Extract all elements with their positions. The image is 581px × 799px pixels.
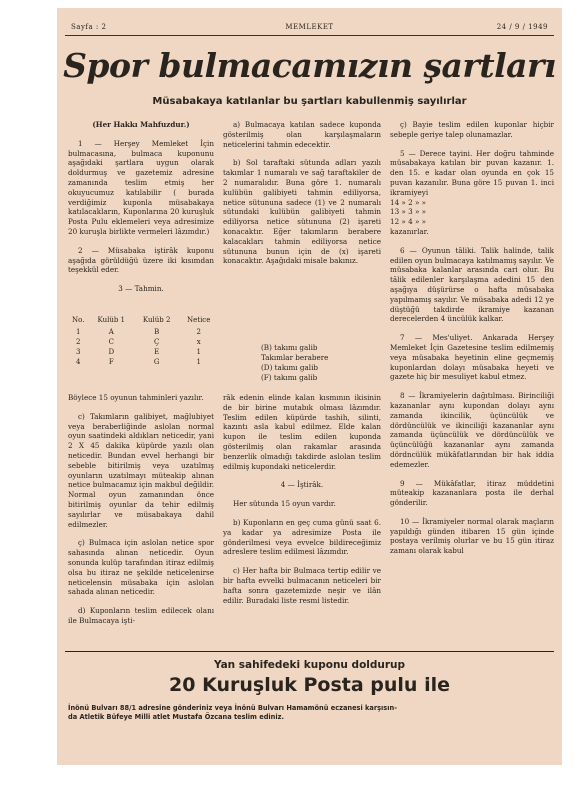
promo-address-line: da Atletik Büfeye Milli atlet Mustafa Özcana teslim ediniz. bbox=[68, 713, 284, 721]
table-header: Netice bbox=[186, 316, 211, 324]
table-header: Kulüb 2 bbox=[142, 316, 171, 324]
newspaper-page bbox=[57, 8, 562, 765]
promo-line-1: Yan sahifedeki kuponu doldurup bbox=[213, 659, 406, 671]
rule-7: 7 — Mes'uliyet. Ankarada Herşey Memleket İçin Gazetesine teslim edilmemiş veya müsabaka heyetinin eline geçmemiş kuponlardan dolayı müsabaka heyeti ve gazete hiç bir mesuliyet kabul etmez. bbox=[390, 333, 554, 382]
rule-2: 2 — Müsabaka iştirâk kuponu aşağıda görüldüğü üzere iki kısımdan teşekkül eder. bbox=[68, 245, 214, 275]
table-header-row bbox=[68, 313, 218, 327]
column-2-continued bbox=[223, 393, 381, 614]
table-cell: 3 bbox=[76, 348, 81, 356]
rule-3b: b) Sol taraftaki sütunda adları yazılı takımlar 1 numaralı ve sağ taraftakiler de 2 numaralıdır. Buna göre 1. numaralı kulübün galibiyeti tahmin ediliyorsa, netice sütununa sadece (1) ve 2 numaralı sütundaki kulübün galibiyeti tahmin ediliyorsa netice sütununa (2) işareti konacaktır. Eğer takımların berabere kalacakları tahmin ediliyorsa netice sütununa bunun için de (x) işareti konacaktır. Aşağıdaki misale bakınız. bbox=[223, 158, 381, 266]
table-cell: F bbox=[108, 358, 114, 366]
table-row bbox=[68, 357, 218, 367]
table-cell: 1 bbox=[196, 358, 201, 366]
rule-10: 10 — İkramiyeler normal olarak maçların yapıldığı günden itibaren 15 gün içinde postaya verilmiş olurlar ve bu 15 gün itiraz zamanı olarak kabul bbox=[390, 516, 554, 556]
table-header: Kulüb 1 bbox=[97, 316, 125, 324]
footer-rule bbox=[65, 651, 554, 652]
rule-4c: c) Her hafta bir Bulmaca tertip edilir ve bir hafta evvelki bulmacanın neticeleri bir hafta sonra gazetemizde neşir ve ilân edilir. Buradaki liste resmi listedir. bbox=[223, 566, 381, 605]
result-line: (D) takımı galib bbox=[261, 363, 318, 372]
rule-4b: b) Kuponların en geç cuma günü saat 6. ya kadar ya adresimize Posta ile gönderilmesi veya evvelce bildireceğimiz adreslere teslim edilmesi lâzımdır. bbox=[223, 517, 381, 557]
rule-8: 8 — İkramiyelerin dağıtılması. Birinciliği kazananlar aynı kupondan dolayı aynı zamanda ikincilik, üçüncülük ve dördüncülük ve ikinciliği kazananlar aynı zamanda üçüncülük ve dördüncülük ve üçüncülüğü kazananlar aynı zamanda dördncülük mükâfatlarından bir hak iddia edemezler. bbox=[390, 391, 554, 469]
rule-3cc: ç) Bulmaca için aslolan netice spor sahasında alınan neticedir. Oyun sonunda kulüp tarafından itiraz edilmiş olsa bu itiraz ne şekilde neticelenirse neticelensin müsabaka için aslolan sahada alınan neticedir. bbox=[68, 538, 214, 597]
column-3 bbox=[390, 120, 554, 565]
table-cell: D bbox=[108, 348, 115, 356]
table-row bbox=[68, 327, 218, 337]
paragraph: Her sütunda 15 oyun vardır. bbox=[233, 499, 336, 509]
table-cell: 2 bbox=[76, 338, 81, 346]
table-cell: E bbox=[154, 348, 160, 356]
paragraph: Böylece 15 oyunun tahminleri yazılır. bbox=[68, 393, 204, 402]
promo-line-2: 20 Kuruşluk Posta pulu ile bbox=[169, 674, 450, 696]
table-header: No. bbox=[72, 316, 85, 324]
rule-3a: a) Bulmacaya katılan sadece kuponda gösterilmiş olan karşılaşmaların neticelerini tahmin edecektir. bbox=[223, 120, 381, 149]
table-cell: G bbox=[153, 358, 160, 366]
table-cell: 1 bbox=[196, 348, 201, 356]
prize-line: 12 » 4 » » bbox=[390, 217, 427, 227]
table-row bbox=[68, 337, 218, 347]
rule-9: 9 — Mükâfatlar, itiraz müddetini müteakip kazananlara posta ile derhal gönderilir. bbox=[390, 478, 554, 508]
result-line: (F) takımı galib bbox=[261, 373, 318, 382]
table-cell: Ç bbox=[153, 338, 160, 346]
issue-date: 24 / 9 / 1949 bbox=[496, 23, 548, 31]
column-1-continued bbox=[68, 393, 214, 635]
rule-1: 1 — Herşey Memleket İçin bulmacasına, bulmaca kuponunu aşağıdaki şartlara uygun olarak doldurmuş ve gazetemiz adresine zamanında teslim etmiş her okuyucumuz katılabilir ( burada verdiğimiz kuponla müsabakaya katılacakların, Kuponlarına 20 kuruşluk Posta Pulu eklemeleri veya adresimize 20 kuruşla birlikte vermeleri lâzımdır.) bbox=[68, 138, 214, 236]
table-cell: C bbox=[108, 338, 114, 346]
result-line: (B) takımı galib bbox=[261, 343, 318, 352]
table-row bbox=[68, 347, 218, 357]
rule-3-heading: 3 — Tahmin. bbox=[118, 284, 164, 294]
table-cell: 1 bbox=[76, 328, 81, 336]
newspaper-name: MEMLEKET bbox=[285, 23, 334, 31]
example-results bbox=[261, 343, 328, 383]
page-title: Spor bulmacamızın şartları bbox=[63, 46, 556, 85]
copyright-note: (Her Hakkı Mahfuzdur.) bbox=[92, 120, 190, 129]
rule-5: 5 — Derece tayini. Her doğru tahminde müsabakaya katılan bir puvan kazanır. 1. den 15. e kadar olan oyunda en çok 15 puvan kazanılır. Buna göre 15 puvan 1. inci ikramiyeyi bbox=[390, 148, 554, 197]
column-1 bbox=[68, 120, 214, 303]
table-cell: A bbox=[108, 328, 114, 336]
subtitle: Müsabakaya katılanlar bu şartları kabullenmiş sayılırlar bbox=[152, 96, 467, 107]
rule-4-heading: 4 — İştirâk. bbox=[280, 480, 324, 490]
prize-line: 14 » 2 » » bbox=[390, 197, 427, 207]
rule-4cc: ç) Bayie teslim edilen kuponlar hiçbir sebeple geriye talep olunamazlar. bbox=[390, 120, 554, 139]
rule-6: 6 — Oyunun tâliki. Talik halinde, talik edilen oyun bulmacaya katılmamış sayılır. Ve müsabaka kalanlar arasında cari olur. Bu tâlik edilenler karşılaşma adedini 15 den aşağıya düşürürse o hafta müsabaka yapılmamış sayılır. Ve müsabaka adedi 12 ye düştüğü takdirde ikramiye kazanan derecelerden 4 üncülük kalkar. bbox=[390, 245, 554, 324]
table-cell: 4 bbox=[76, 358, 81, 366]
column-2 bbox=[223, 120, 381, 275]
example-table bbox=[68, 313, 218, 367]
paragraph: râk edenin elinde kalan kısmının ikisinin de bir birine mutabık olması lâzımdır. Teslim edilen küpürde tashih, silinti, kazıntı asla kabul edilmez. Elde kalan kupon ile teslim edilen kuponda gösterilmiş olan rakamlar arasında benzerlik olmadığı takdirde aslolan teslim edilmiş kupondaki neticelerdir. bbox=[223, 393, 381, 471]
table-cell: 2 bbox=[196, 328, 201, 336]
prize-line: 13 » 3 » » bbox=[390, 207, 427, 217]
prize-line: kazanırlar. bbox=[390, 226, 429, 236]
table-cell: B bbox=[154, 328, 160, 336]
rule-3d: d) Kuponların teslim edilecek olanı ile Bulmacaya işti- bbox=[68, 606, 214, 625]
table-cell: x bbox=[196, 338, 201, 346]
page-number: Sayfa : 2 bbox=[71, 23, 107, 31]
rule-3c: c) Takımların galibiyet, mağlubiyet veya beraberliğinde aslolan normal oyun saatindeki aldıkları neticedir, yani 2 X 45 dakika küpürde yazılı olan neticedir. Bundan evvel herhangi bir sebeble bitirilmiş veya uzatılmış oyunların uzatılmayı müteakip alınan netice bulmacamız için makbul değildir. Normal oyun zamanından önce bitirilmiş oyunlar da tehir edilmiş sayılırlar ve müsabakaya dahil edilmezler. bbox=[68, 411, 214, 529]
promo-address bbox=[68, 704, 551, 722]
header-rule bbox=[65, 35, 554, 36]
promo-address-line: İnönü Bulvarı 88/1 adresine gönderiniz veya İnönü Bulvarı Hamamönü eczanesi karşısın- bbox=[68, 704, 397, 712]
result-line: Takımlar berabere bbox=[261, 353, 329, 362]
